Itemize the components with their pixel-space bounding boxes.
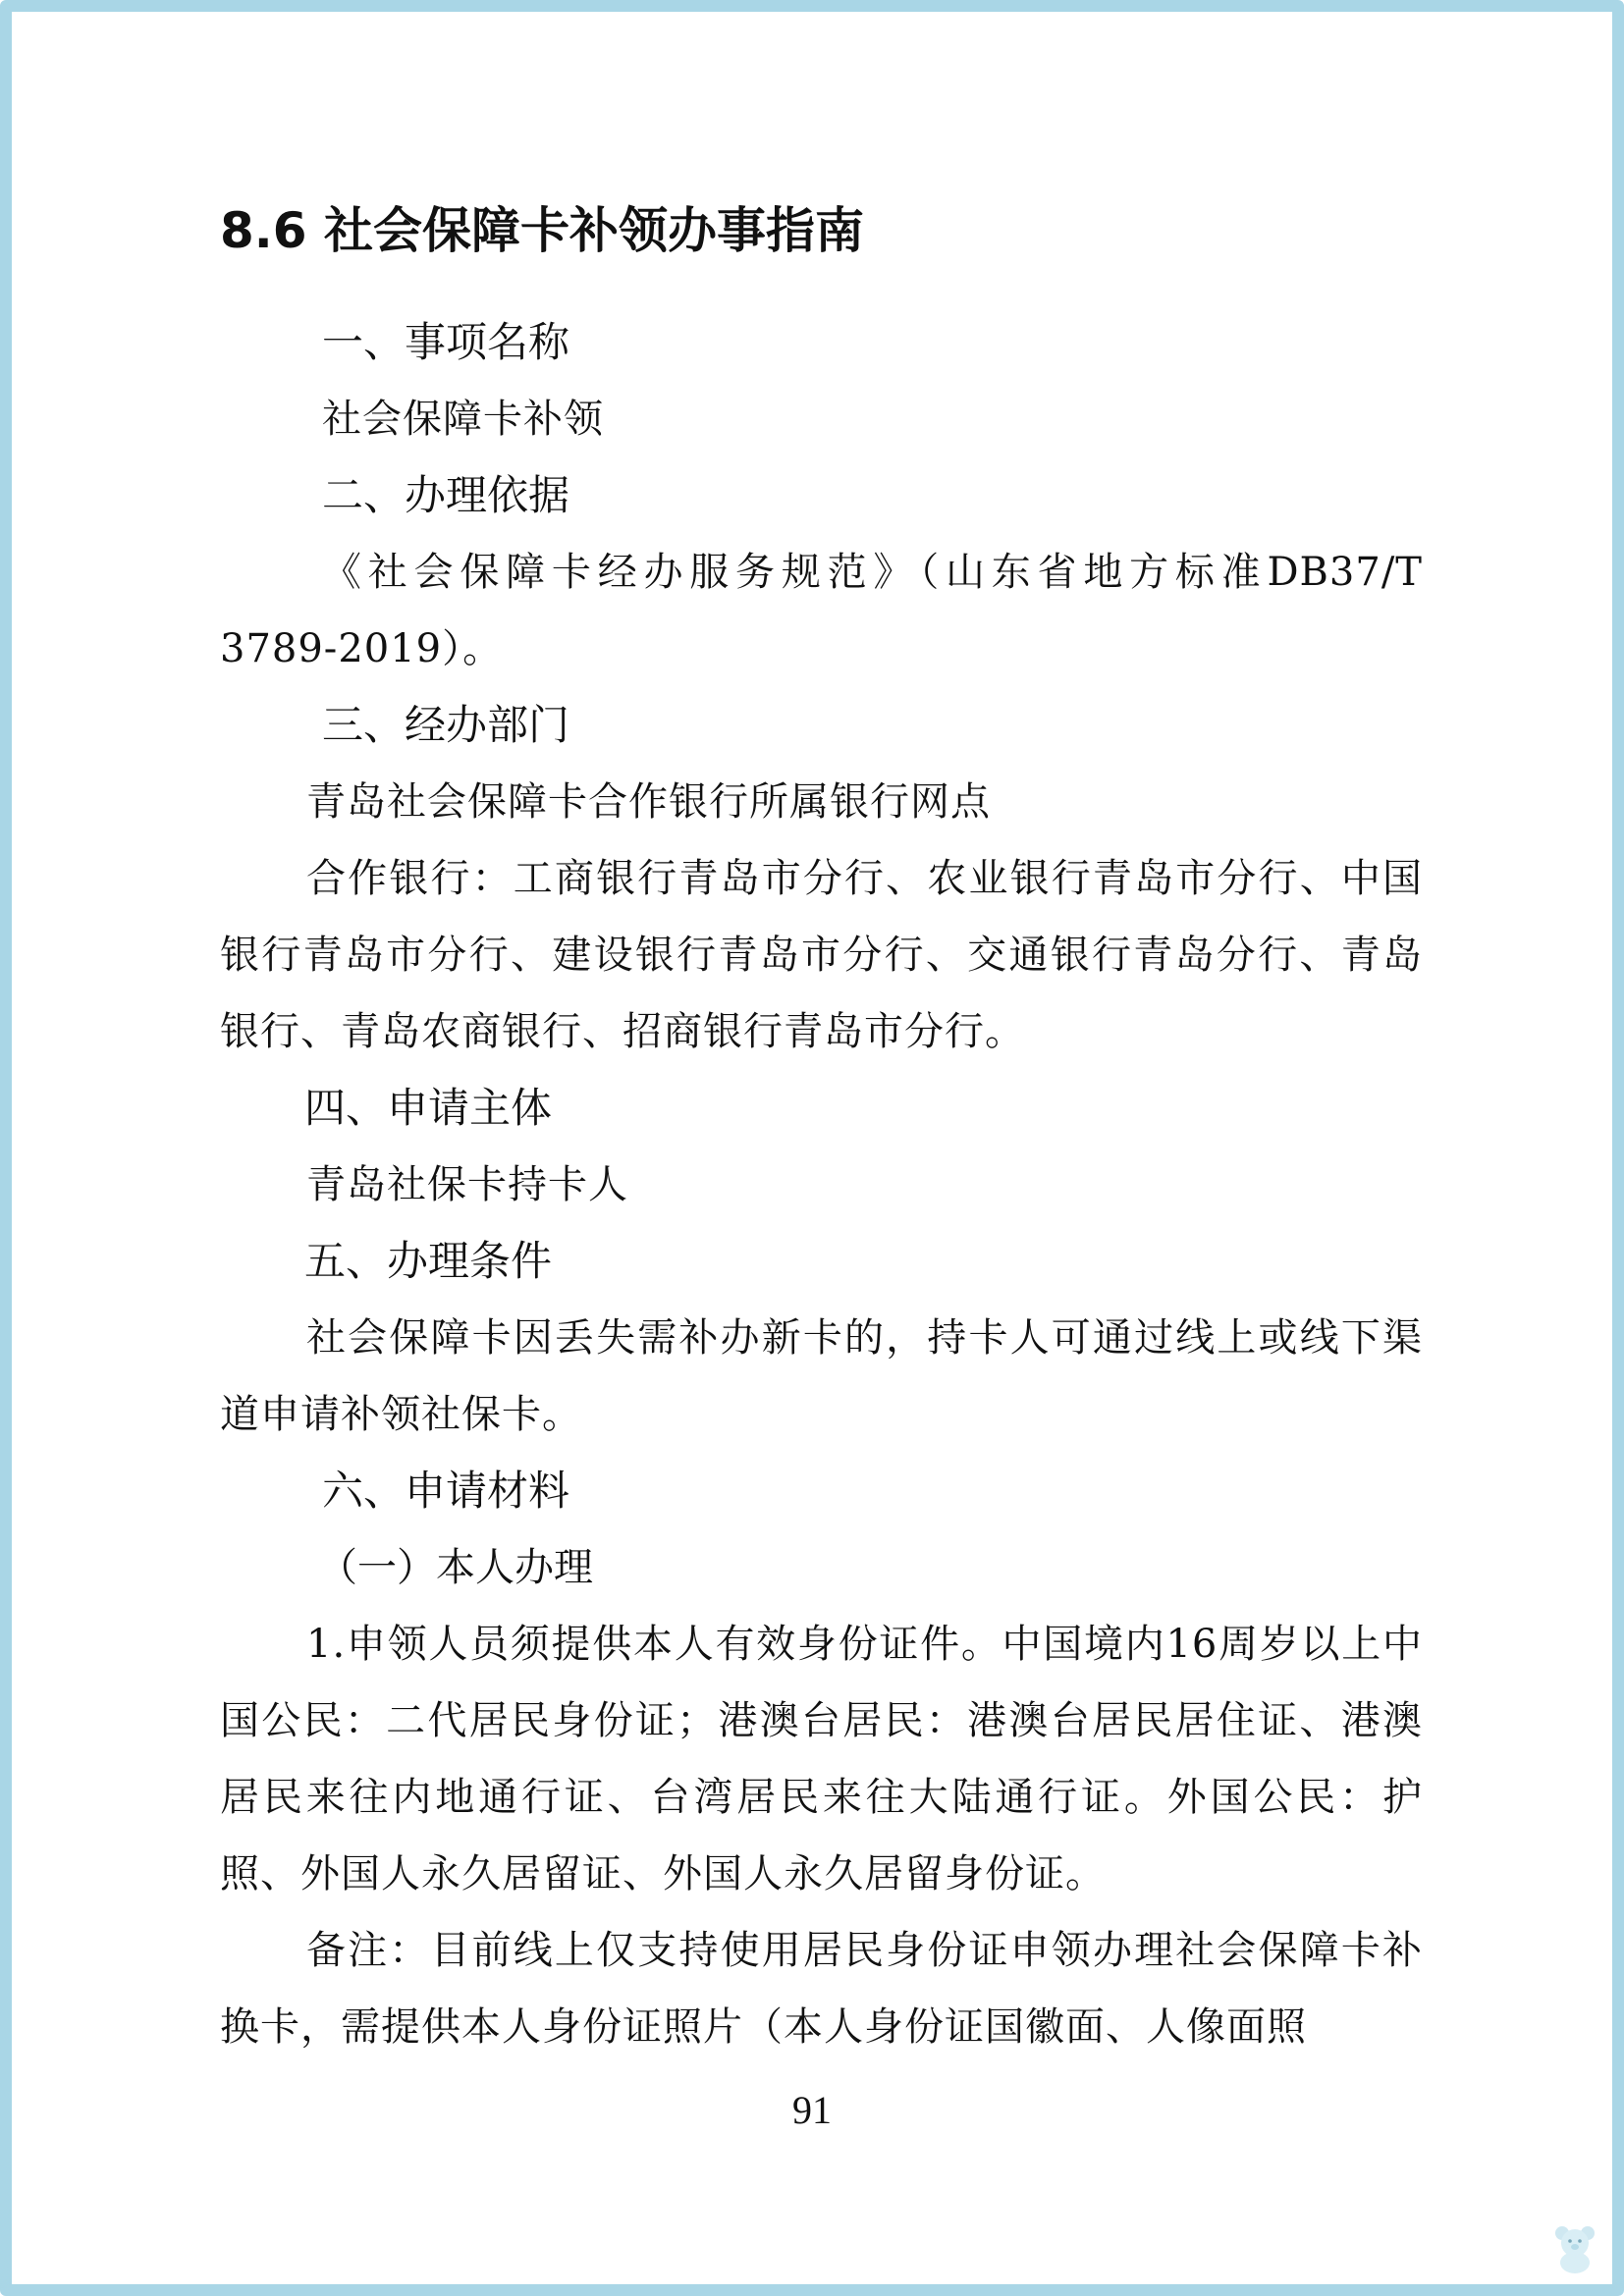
section-heading-materials: 六、申请材料 (322, 1467, 570, 1515)
section-heading-item-name: 一、事项名称 (322, 318, 570, 366)
teddy-bear-icon (1551, 2223, 1598, 2274)
page-number: 91 (792, 2088, 832, 2132)
document-body (220, 196, 1423, 2065)
section-body-conditions: 社会保障卡因丢失需补办新卡的，持卡人可通过线上或线下渠道申请补领社保卡。 (220, 1315, 1423, 1437)
section-heading-applicant: 四、申请主体 (304, 1084, 553, 1132)
section-body-item-name: 社会保障卡补领 (322, 397, 604, 442)
section-body-department: 青岛社会保障卡合作银行所属银行网点 (306, 779, 991, 825)
section-body-partner-banks: 合作银行：工商银行青岛市分行、农业银行青岛市分行、中国银行青岛市分行、建设银行青岛市分行、交通银行青岛分行、青岛银行、青岛农商银行、招商银行青岛市分行。 (220, 856, 1423, 1054)
section-heading-basis: 二、办理依据 (322, 471, 570, 519)
section-heading-department: 三、经办部门 (322, 701, 570, 749)
materials-note: 备注：目前线上仅支持使用居民身份证申领办理社会保障卡补换卡，需提供本人身份证照片（本人身份证国徽面、人像面照 (220, 1928, 1423, 2050)
section-body-applicant: 青岛社保卡持卡人 (306, 1162, 628, 1207)
materials-item-1: 1.申领人员须提供本人有效身份证件。中国境内16周岁以上中国公民：二代居民身份证；港澳台居民：港澳台居民居住证、港澳居民来往内地通行证、台湾居民来往大陆通行证。外国公民：护照、外国人永久居留证、外国人永久居留身份证。 (220, 1622, 1423, 1896)
page-title: 8.6 社会保障卡补领办事指南 (220, 202, 864, 259)
section-heading-conditions: 五、办理条件 (304, 1237, 553, 1285)
subsection-self-apply: （一）本人办理 (318, 1545, 593, 1590)
section-body-basis: 《社会保障卡经办服务规范》（山东省地方标准DB37/T 3789-2019）。 (220, 550, 1423, 671)
